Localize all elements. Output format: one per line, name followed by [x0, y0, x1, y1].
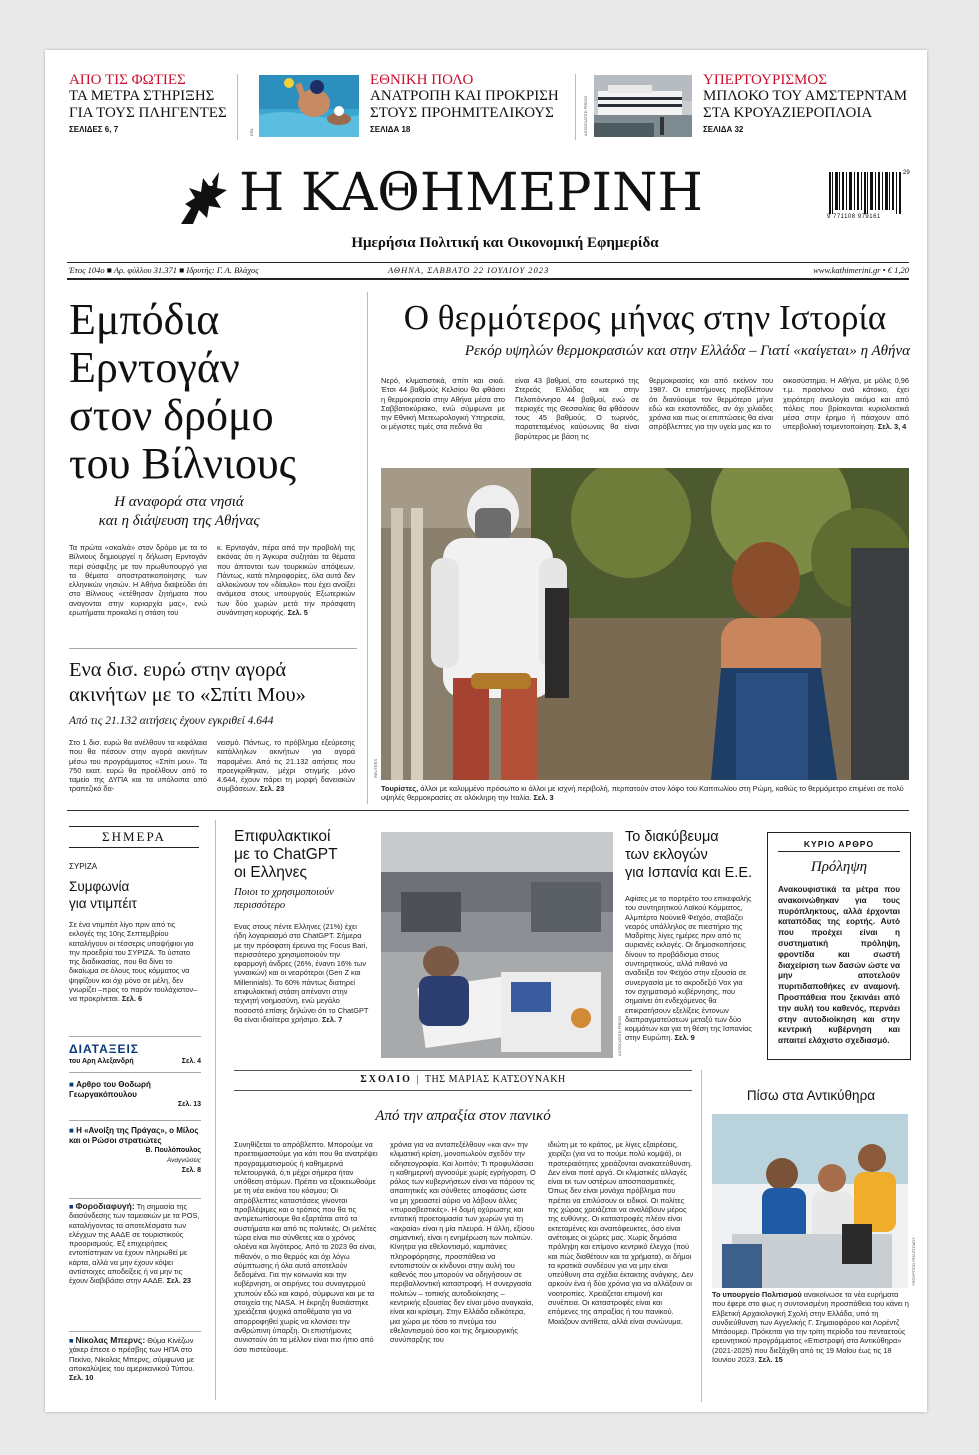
- archaeologists-image: [712, 1114, 908, 1288]
- lead-deck: [69, 493, 289, 531]
- masthead-title[interactable]: Η ΚΑΘΗΜΕΡΙΝΗ: [239, 163, 703, 223]
- editorial-title[interactable]: Πρόληψη: [810, 859, 868, 875]
- caption-text: άλλοι με καλυμμένο πρόσωπο κι άλλοι με ισχνή περιβολή, περπατούν στον λόφο του Καπιτωλίου στη Ρώμη, καθώς το θερμόμετρο επιμένει σε πολύ υψηλές θερμοκρασίες σε ολόκληρη την Ιταλία.: [381, 784, 904, 803]
- masthead-rule-bottom: [67, 278, 909, 280]
- housing-body-col2: [217, 738, 355, 804]
- today-title-line: Συμφωνία: [69, 879, 130, 894]
- teaser-kicker: ΑΠΟ ΤΙΣ ΦΩΤΙΕΣ: [69, 72, 186, 88]
- teaser-page: ΣΕΛΙΔΕΣ 6, 7: [69, 125, 119, 134]
- main-deck: Ρεκόρ υψηλών θερμοκρασιών και στην Ελλάδα – Γιατί «καίγεται» η Αθήνα: [464, 343, 910, 359]
- antikythera-headline[interactable]: Πίσω στα Αντικύθηρα: [746, 1088, 876, 1103]
- sidebar-item-title: Αρθρο του Θοδωρή Γεωργακόπουλου: [69, 1080, 151, 1099]
- column-title[interactable]: Από την απραξία στον πανικό: [375, 1108, 551, 1124]
- main-page-ref[interactable]: Σελ. 3, 4: [877, 422, 907, 432]
- barcode-number: 9 771108 979161: [827, 214, 881, 220]
- caption-page-ref[interactable]: Σελ. 3: [533, 793, 554, 803]
- teaser-kicker: ΕΘΝΙΚΗ ΠΟΛΟ: [370, 72, 474, 88]
- chatgpt-body: [234, 922, 370, 1058]
- column-divider: [215, 820, 216, 1400]
- issue-date: ΑΘΗΝΑ, ΣΑΒΒΑΤΟ 22 ΙΟΥΛΙΟΥ 2023: [388, 265, 550, 275]
- divider: [778, 851, 900, 852]
- today-text-body: Σε ένα ντιμπέιτ λίγο πριν από τις εκλογές της 10ης Σεπτεμβρίου καταλήγουν οι τέσσερις υποψήφιοι για την προεδρία του ΣΥΡΙΖΑ. Το ύστατο της διαδικασίας, που θα δίνει το δικαίωμα σε όλους τους κόμματος να ψηφίζουν και όχι μόνο σε μέλη, δεν γνωρίζει –προς το παρόν τουλάχιστον– να προκρίνεται.: [69, 920, 198, 1004]
- chatgpt-headline[interactable]: [234, 828, 374, 882]
- today-tag: ΣΥΡΙΖΑ: [69, 862, 98, 871]
- masthead-subtitle: Ημερήσια Πολιτική και Οικονομική Εφημερίδα: [351, 235, 659, 251]
- main-body-col2: [515, 376, 639, 460]
- caption-page-ref[interactable]: Σελ. 15: [758, 1355, 783, 1365]
- column-rule-top: [234, 1070, 692, 1071]
- housing-page-ref[interactable]: Σελ. 23: [259, 784, 285, 794]
- chatgpt-headline-line: Επιφυλακτικοί: [234, 828, 331, 845]
- elections-body: [625, 894, 755, 1058]
- today-text: [69, 920, 201, 1022]
- teaser-page: ΣΕΛΙΔΑ 18: [370, 125, 411, 134]
- masthead-rule-top: [67, 262, 909, 263]
- barcode: [827, 170, 911, 230]
- editorial-text: Ανακουφιστικά τα μέτρα που ανακοινώθηκαν για τους πυρόπληκτους, αλλά έρχονται καταπόδας της εορτής. Αυτό που προέχει είναι η συστηματική πρόληψη, φροντίδα και σωστή διαχείριση των δασών ώστε να μην αποτελούν πυριτιδαποθήκες εν αναμονή. Προσπάθεια που ξεκινάει από την αυλή του καθενός, περνάει στην αυτοδιοίκηση και στην κεντρική κυβέρνηση και απαιτεί ελάχιστο σχεδιασμό.: [778, 885, 900, 1046]
- housing-headline-line: ακινήτων με το «Σπίτι Μου»: [69, 684, 306, 706]
- lead-page-ref[interactable]: Σελ. 5: [287, 608, 308, 618]
- teaser-water-polo[interactable]: [370, 72, 570, 134]
- column-rule-bottom: [234, 1090, 692, 1091]
- chatgpt-headline-line: με το ChatGPT: [234, 846, 338, 863]
- website-price[interactable]: www.kathimerini.gr • € 1,20: [813, 265, 909, 275]
- chatgpt-body-text: Ενας στους πέντε Ελληνες (21%) έχει ήδη λογαριασμό στο ChatGPT. Σήμερα με την πρόσφατη έρευνα της Focus Bari, περισσότερο χρησιμοποιούν την εφαρμογή άνδρες (26%, έναντι 16% των γυναικών) και οι νεαρότεροι (Gen Z και Millennials). Το 60% πάντως διατηρεί επιφυλακτική στάση απέναντι στην τεχνητή νοημοσύνη, ενώ μεγάλο ποσοστό επίσης δηλώνει ότι το ChatGPT θα είναι ιδιαίτερα χρήσιμο.: [234, 922, 369, 1024]
- lead-headline-line: Εμπόδια: [69, 295, 220, 344]
- sidebar-item-page: Σελ. 8: [181, 1167, 201, 1174]
- elections-headline-line: Το διακύβευμα: [625, 829, 719, 845]
- section-rule: [67, 810, 909, 811]
- newspaper-front-page: [45, 50, 927, 1412]
- divider: [237, 74, 238, 140]
- lead-headline-line: του Βίλνιους: [69, 439, 297, 488]
- teaser-title-line1: ΑΝΑΤΡΟΠΗ ΚΑΙ ΠΡΟΚΡΙΣΗ: [370, 88, 559, 104]
- diataxeis-subtitle: του Αρη Αλεξανδρή: [69, 1058, 134, 1065]
- main-body-col1: [381, 376, 505, 460]
- main-body-text: είναι 43 βαθμοί, στο εσωτερικό της Στερεάς Ελλάδας και στην Πελοπόννησο 44 βαθμοί, ενώ σε περιοχές της Θεσσαλίας θα φθάσουν τους 45 βαθμούς. Ο τωρινός, παρατεταμένος καύσωνας θα είναι βαρύτερος με βάση τις: [515, 376, 639, 441]
- bullet-icon: ■: [69, 1202, 74, 1211]
- main-photo-caption: [381, 784, 909, 804]
- column-body-col3: [548, 1140, 694, 1402]
- housing-headline[interactable]: [69, 658, 369, 708]
- lead-deck-line: Η αναφορά στα νησιά: [114, 494, 244, 510]
- sidebar-item-page: Σελ. 23: [166, 1276, 192, 1286]
- teaser-water-polo-photo[interactable]: [259, 75, 359, 137]
- today-label: ΣΗΜΕΡΑ: [69, 826, 199, 848]
- column-body-col1: [234, 1140, 378, 1402]
- column-author: ΤΗΣ ΜΑΡΙΑΣ ΚΑΤΣΟΥΝΑΚΗ: [424, 1074, 566, 1085]
- sidebar-item-text: Τη σημασία της διασύνδεσης των ταμειακών με τα POS, καταλήγοντας τα αποτελέσματα των ελέγχων της ΑΑΔΕ σε τουριστικούς προορισμούς. Εξ επιχειρήσεις εντοπίστηκαν να έχουν πληρωθεί με κάρτα, αλλά να μην έχουν κόψει αντίστοιχες αποδείξεις ή να μην τις έχουν διαβιβάσει στην ΑΑΔΕ.: [69, 1202, 200, 1286]
- main-body-text: οικοσύστημα. Η Αθήνα, με μόλις 0,96 τ.μ. πρασίνου ανά κάτοικο, έχει χειρότερη αναλογία ακόμα και από πόλεις που βρίσκονται κυριολεκτικά μέσα στην έρημο ή πάσχουν από υπερβολική τσιμεντοποίηση.: [783, 376, 909, 432]
- printing-press-image: [381, 832, 613, 1058]
- photo-credit: EPA: [249, 128, 254, 136]
- sidebar-item-page: Σελ. 10: [69, 1373, 94, 1383]
- editorial-box: [767, 832, 911, 1060]
- sidebar-item-article[interactable]: [69, 1080, 201, 1110]
- lead-headline-line: Ερντογάν: [69, 343, 240, 392]
- sidebar-burns[interactable]: [69, 1336, 201, 1398]
- main-body-col4: [783, 376, 909, 460]
- teaser-title-line1: ΜΠΛΟΚΟ ΤΟΥ ΑΜΣΤΕΡΝΤΑΜ: [703, 88, 908, 104]
- column-body-text: χρόνια για να ανταπεξέλθουν «και αν» την κλιματική κρίση, μονοπωλούν σχεδόν την ειδησεογραφία. Και λοιπόν; Τι προφυλάσσει η καθημερινή αγνοούμε χωρίς εγρήγορση. Ο ρόλος των κυβερνήσεων είναι να πάρουν τις απαιτητικές και σύνθετες αποφάσεις ώστε να μη χρειαστεί αύριο να λάβουν άλλες «πυροσβεστικές». Η δομή οχύρωσης και εντατική προετοιμασία των χωρών για τη «ακραία» είναι η μία πλευρά. Η άλλη, εξίσου σημαντική, είναι η ενημέρωση των πολιτών. Κίνητρα για εθελοντισμό, καμπάνιες πληροφόρησης, προσπάθεια να εντοπιστούν οι κίνδυνοι στην αυλή του καθενός που μπορούν να οδηγήσουν σε περιβαλλοντική καταστροφή. Η συνεργασία πολιτών – τοπικής αυτοδιοίκησης – κεντρικής εξουσίας δεν είναι μόνο αναγκαία, είναι και κρίσιμη. Στην Ελλάδα ειδικότερα, μια χώρα με τόσο το πνεύμα του εθελοντισμού όσο και της δημιουργικής συνύπαρξης του: [390, 1140, 536, 1345]
- main-headline[interactable]: Ο θερμότερος μήνας στην Ιστορία: [403, 298, 887, 337]
- sidebar-item-lead: Νίκολας Μπερνς:: [75, 1336, 146, 1345]
- teaser-title-line1: ΤΑ ΜΕΤΡΑ ΣΤΗΡΙΞΗΣ: [69, 88, 215, 104]
- lead-body-text: κ. Ερντογάν, πέρα από την προβολή της εικόνας ότι η Άγκυρα συζητάει τα θέματα που άπτονται των τουρκικών απόψεων. Πάντως, κατά πληροφορίες, όλα αυτά δεν αλλοιώνουν τον «δίαυλο» που έχει ανοίξει ανάμεσα στους υπουργούς Εξωτερικών των δύο χωρών μετά την πρόσφατη συνάντηση κορυφής.: [217, 543, 355, 618]
- divider: [575, 74, 576, 140]
- bullet-icon: ■: [69, 1080, 74, 1089]
- griffin-logo-icon: [173, 168, 231, 228]
- caption-lead: Το υπουργείο Πολιτισμού: [712, 1290, 802, 1299]
- housing-body-text: Στο 1 δισ. ευρώ θα ανέλθουν τα κεφάλαια που θα πέσουν στην αγορά ακινήτων μέσω του προγράμματος «Σπίτι μου». Τα 750 εκατ. ευρώ θα προέλθουν από το ταμείο της ΔΥΠΑ και τα υπόλοιπα από τραπεζικό δα-: [69, 738, 207, 794]
- issue-info: Έτος 104ο ■ Αρ. φύλλου 31.371 ■ Ιδρυτής: Γ. Α. Βλάχος: [69, 265, 259, 275]
- column-header: ΣΧΟΛΙΟ | ΤΗΣ ΜΑΡΙΑΣ ΚΑΤΣΟΥΝΑΚΗ: [360, 1074, 566, 1085]
- chatgpt-deck: [234, 886, 374, 912]
- sidebar-item-lead: Φοροδιαφυγή:: [75, 1202, 135, 1211]
- bullet-icon: ■: [69, 1336, 74, 1345]
- lead-headline-line: στον δρόμο: [69, 391, 274, 440]
- teaser-overtourism[interactable]: [703, 72, 913, 134]
- today-page-ref[interactable]: Σελ. 6: [121, 994, 143, 1004]
- photo-credit: REUTERS: [373, 758, 378, 778]
- main-body-text: Νερό, κλιματιστικά, σπίτι και σκιά. Έτσι 44 βαθμούς Κελσίου θα φθάσει η θερμοκρασία στην Αθήνα μέσα στο Σαββατοκύριακο, ενώ σύμφωνα με την Εθνική Μετεωρολογική Υπηρεσία, οι μέγιστες τιμές στα πεδινά θα: [381, 376, 505, 432]
- cruise-ship-image: [594, 75, 692, 137]
- elections-page-ref[interactable]: Σελ. 9: [674, 1033, 695, 1043]
- antikythera-photo[interactable]: [712, 1114, 908, 1288]
- lead-body-col2: [217, 543, 355, 639]
- column-divider: [701, 1070, 702, 1402]
- teaser-fires[interactable]: [69, 72, 244, 134]
- main-body-text: θερμοκρασίες και από εκείνον του 1987. Οι επιστήμονες προβλέπουν ότι διανύουμε τον θερμότερο μήνα εδώ και εκατοντάδες, αν όχι χιλιάδες χρόνια και πως οι επιπτώσεις θα είναι απρόβλεπτες για την υγεία μας και το: [649, 376, 773, 432]
- chatgpt-deck-line: Ποιοι το χρησιμοποιούν: [234, 887, 334, 898]
- housing-headline-line: Ενα δισ. ευρώ στην αγορά: [69, 659, 287, 681]
- water-polo-image: [259, 75, 359, 137]
- antikythera-caption: [712, 1290, 910, 1402]
- sidebar-item-prague[interactable]: [69, 1126, 201, 1176]
- divider: [69, 1331, 201, 1332]
- barcode-issue: 29: [903, 170, 910, 176]
- photo-credit: ASSOCIATED PRESS: [617, 1015, 622, 1056]
- bullet-icon: ■: [69, 1126, 74, 1135]
- spain-printing-photo[interactable]: [381, 832, 613, 1058]
- sidebar-item-title: Η «Ανοίξη της Πράγας», ο Μίλος και οι Ρώσοι στρατιώτες: [69, 1126, 199, 1145]
- main-photo[interactable]: [381, 468, 909, 780]
- divider: [69, 1120, 201, 1121]
- tourists-in-heat-image: [381, 468, 909, 780]
- today-title-line: για ντιμπέιτ: [69, 896, 137, 911]
- main-body-col3: [649, 376, 773, 460]
- divider: [69, 1198, 201, 1199]
- diataxeis-page: Σελ. 4: [181, 1058, 201, 1065]
- diataxeis-label[interactable]: ΔΙΑΤΑΞΕΙΣ: [69, 1042, 139, 1056]
- housing-body-col1: [69, 738, 207, 804]
- teaser-page: ΣΕΛΙΔΑ 32: [703, 125, 744, 134]
- sidebar-tax-evasion[interactable]: [69, 1202, 201, 1330]
- teaser-title-line2: ΣΤΑ ΚΡΟΥΑΖΙΕΡΟΠΛΟΙΑ: [703, 105, 873, 121]
- chatgpt-deck-line: περισσότερο: [234, 900, 286, 911]
- column-body-text: Συνηθίζεται το απρόβλεπτο. Μπορούμε να προετοιμαστούμε για κάτι που θα ανατρέψει προγραμματισμούς ή καθημερινά τελετουργικά, ό,τι μέχρι σήμερα ήταν υπόθεση ατόμων. Πρέπει να εξοικειωθούμε με τη νέα εικόνα του κόσμου; Οι απρόβλεπτες καταστάσεις γίνονται προβλέψιμες και ο τρόπος που θα τις αντιμετωπίσουμε θα εξαρτάται από τα συστήματα και από τις πολιτικές. Οι μελέτες τώρα είναι πιο σύνθετες και ο χρόνος ολοένα και λιγότερος. Από το 2023 θα είναι, πιθανόν, ο πιο θερμός και όχι λόγω σύμπτωσης ή όλα αυτά αποτελούν δεδομένα. Για την κοινωνία και την κυβέρνηση, οι σειρήνες του συναγερμού χτυπούν εδώ και καιρό, σύμφωνα και με τα στοιχεία της NASA. Η έκρηξη θυσιάστηκε χρειάζεται ψυχικά αποθέματα για να απορροφηθεί χωρίς να κλονίσει την ανθρώπινη ύπαρξη. Οι επιστήμονες συνιστούν ότι τα μέλλον είναι πιο ήπιο από όσο πιστεύουμε.: [234, 1140, 378, 1354]
- teaser-kicker: ΥΠΕΡΤΟΥΡΙΣΜΟΣ: [703, 72, 827, 88]
- sidebar-item-text: Θύμα Κινέζων χάκερ έπεσε ο πρέσβης των ΗΠΑ στο Πεκίνο, Νίκολας Μπερνς, σύμφωνα με αποκαλύψεις του αμερικανικού Τύπου.: [69, 1336, 195, 1373]
- housing-body-text: νεισμό. Πάντως, το πρόβλημα εξεύρεσης κατάλληλων ακινήτων για αγορά παραμένει. Από τις 21.132 αιτήσεις που προεγκρίθηκαν, μέχρι στιγμής μόνο 4.644, έχουν πάρει τη μορφή δανειακών συμβάσεων.: [217, 738, 355, 794]
- column-body-col2: [390, 1140, 536, 1402]
- lead-headline[interactable]: [69, 296, 369, 488]
- caption-text: ανακοίνωσε τα νέα ευρήματα που έφερε στο φως η συντονισμένη προσπάθεια του κάνει η Ελβετική Αρχαιολογική Σχολή στην Ελλάδα, υπό τη συνδιεύθυνση των Αγγελικής Γ. Σημαιοφόρου και Λορέντζ Μπάουμερ. Πρόκειται για την τρίτη περίοδο του πενταετούς ερευνητικού προγράμματος «Επιστροφή στα Αντικύθηρα» (2021-2025) που διεξάχθη από τις 19 Μαΐου έως τις 18 Ιουνίου 2023.: [712, 1290, 909, 1365]
- editorial-label: ΚΥΡΙΟ ΑΡΘΡΟ: [803, 839, 875, 849]
- teaser-title-line2: ΣΤΟΥΣ ΠΡΟΗΜΙΤΕΛΙΚΟΥΣ: [370, 105, 554, 121]
- sidebar-item-author: Β. Πουλόπουλος: [145, 1147, 201, 1154]
- teaser-amsterdam-photo[interactable]: [594, 75, 692, 137]
- divider: [69, 1036, 201, 1037]
- lead-deck-line: και η διάψευση της Αθήνας: [98, 513, 260, 529]
- column-label: ΣΧΟΛΙΟ: [360, 1074, 412, 1085]
- sidebar-item-page: Σελ. 13: [177, 1101, 201, 1108]
- today-title[interactable]: [69, 878, 199, 912]
- lead-body-text: Τα πρώτα «σκαλιά» στον δρόμο με τα το Βίλνιους δημιουργεί η δήλωση Ερντογάν περί σύσφιξης με τον πρωθυπουργό για τα θέματα αποστρατικοποίησης των ελληνικών νησιών. Η Αθήνα διαψεύδει ότι στο Βίλνιους «ετέθησαν ζητήματα που αναγονται στην κυριαρχία μας», ενώ ερωτήματα προκαλεί η στάση του: [69, 543, 207, 618]
- caption-lead: Τουρίστες,: [381, 784, 419, 793]
- chatgpt-page-ref[interactable]: Σελ. 7: [321, 1014, 343, 1024]
- elections-headline-line: για Ισπανία και Ε.Ε.: [625, 865, 753, 881]
- divider: [69, 648, 357, 649]
- chatgpt-headline-line: οι Ελληνες: [234, 864, 307, 881]
- elections-headline[interactable]: [625, 828, 755, 882]
- teaser-title-line2: ΓΙΑ ΤΟΥΣ ΠΛΗΓΕΝΤΕΣ: [69, 105, 227, 121]
- column-body-text: ιδιώτη με το κράτος, με λίγες εξαιρέσεις, χειρίζει (για να το πούμε πολύ κομψά), οι προτεραιότητες χρειάζονται ανακατεύθυνση. Δεν είναι ποτέ αργά. Οι κλιματικές αλλαγές είναι εκ των υστέρων αποσπασματικές. Όπως δεν είναι μονάχα πρόβλημα που πρέπει να επιλύσουν οι ειδικοί. Οι πολίτες της χώρας χρειάζεται να αναλάβουν μέρος της ευθύνης. Οι καταστροφές πλέον είναι εκτεταμένες και αναπόφευκτες, όσο είναι ανέτοιμες οι χώρες μας. Χωρίς δημόσια πρόληψη και επίμονο κεντρικό έλεγχο (πού και πώς διαθέτουν και τα χρήματα), οι δήμοι τα κρατικά συνδέουν για να μην είναι υπεύθυνη στα σχέδια έκτακτης ανάγκης. Δεν αρκούν ένα ή δύο χρόνια για να αλλάξουν οι νοοτροπίες. Χρειάζεται επιμονή και συνέπεια. Οι καταστροφές είναι και επόμενες της απραξίας ή του πανικού. Μοιάζουν αντίθετα, αλλά είναι συνώνυμα.: [548, 1140, 694, 1326]
- lead-body-col1: [69, 543, 207, 639]
- sidebar-item-note: Αναγνώσεις: [166, 1157, 201, 1164]
- photo-credit: ΥΠΟΥΡΓΕΙΟ ΠΟΛΙΤΙΣΜΟΥ: [911, 1237, 916, 1286]
- elections-headline-line: των εκλογών: [625, 847, 708, 863]
- photo-credit: ASSOCIATED PRESS: [583, 95, 588, 136]
- divider: [69, 1072, 201, 1073]
- elections-body-text: Αφίσες με το πορτρέτο του επικεφαλής του συντηρητικού Λαϊκού Κόμματος, Αλμπέρτο Νούνιεθ Φεϊχόο, σταβάζει νεαρός υπάλληλος σε πιεστήριο της Μαδρίτης λίγες ημέρες πριν από τις αυριανές εκλογές. Οι δημοσκοπήσεις δίνουν το προβάδισμα στους συντηρητικούς, αλλά πιθανό να αναδείξει τον Φεϊχόο στην εξουσία σε συνεργασία με το ακροδεξιό Vox για τον σχηματισμό κυβέρνησης, που σημαίνει ότι ενδεχόμενος θα επικρατήσουν εξελίξεις έντονων διαπραγματεύσεων μεταξύ των δύο κομμάτων και για τη θέση της Ισπανίας στην Ευρώπη.: [625, 894, 752, 1043]
- column-divider: [367, 292, 368, 804]
- housing-deck: Από τις 21.132 αιτήσεις έχουν εγκριθεί 4.644: [69, 715, 274, 727]
